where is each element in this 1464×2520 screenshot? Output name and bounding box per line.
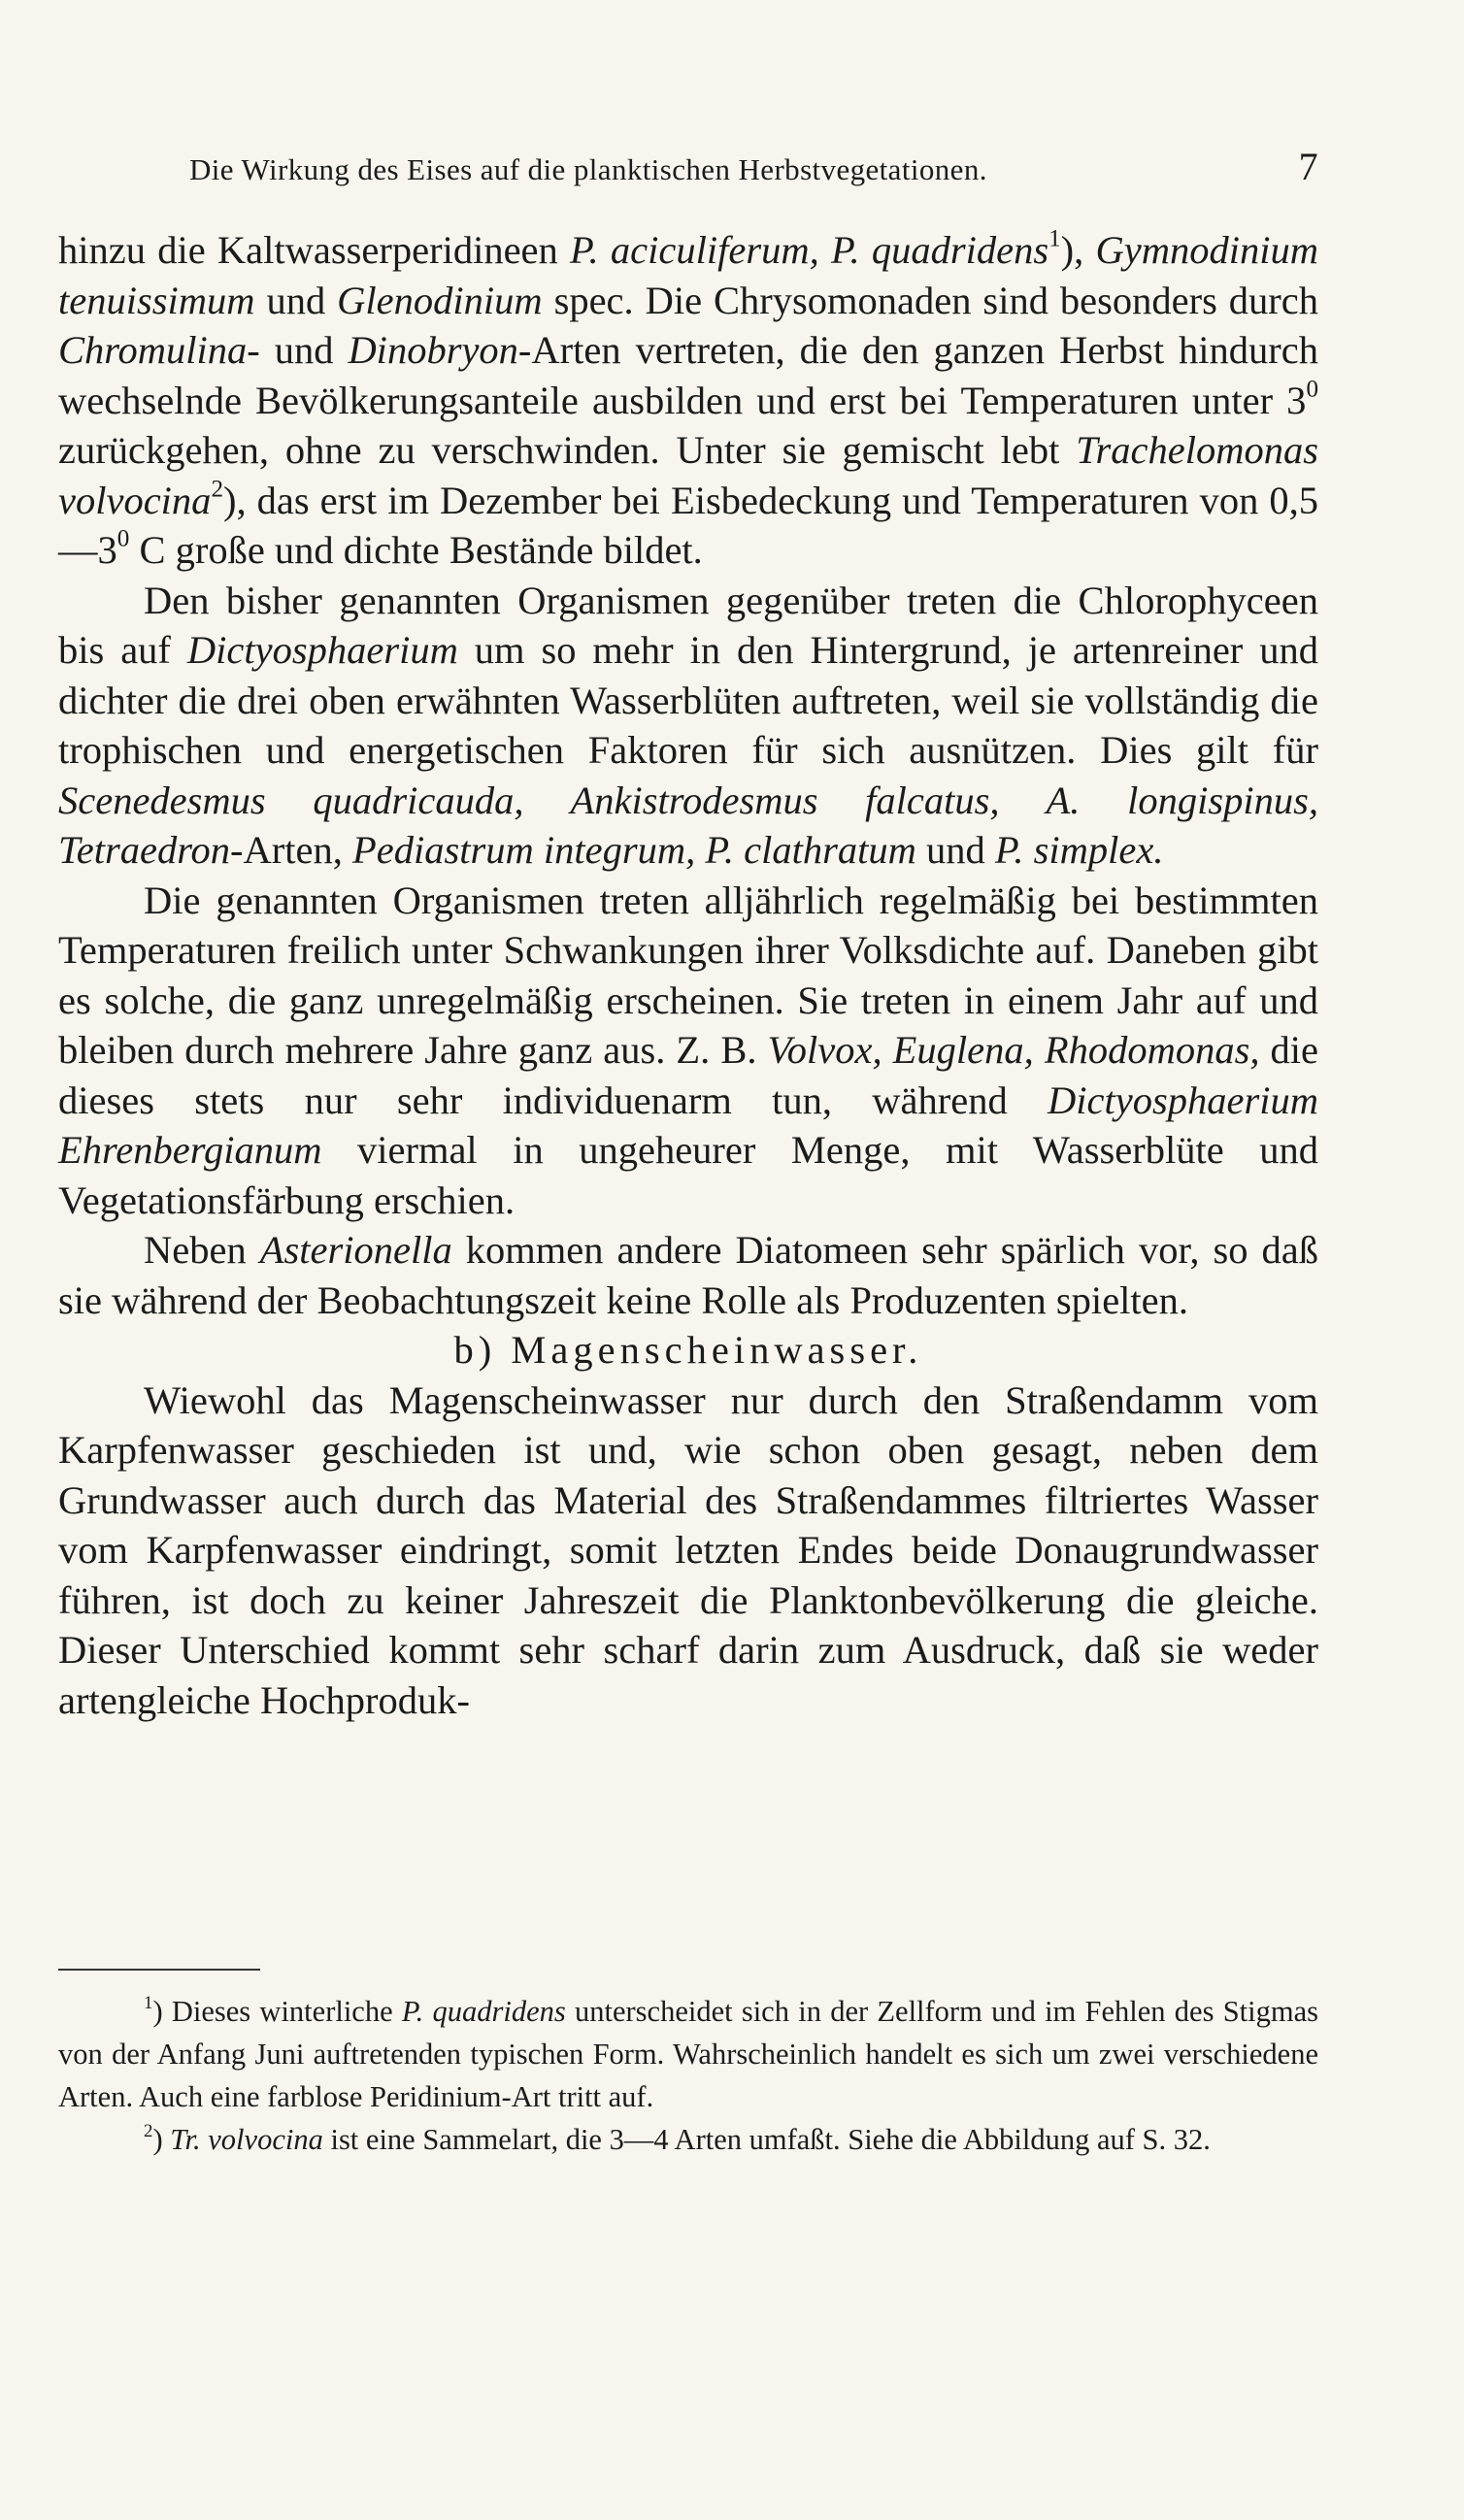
- paragraph-1: [58, 225, 1318, 576]
- degree-mark: 0: [1306, 375, 1318, 402]
- species-name: Dictyosphaerium: [186, 628, 458, 672]
- species-name: P. quadridens: [401, 1995, 566, 2028]
- text-run: Die genannten Organismen treten alljährlich regelmäßig bei bestimmten Temperaturen freilich unter Schwankungen ihrer Volksdichte auf. Daneben gibt es solche, die ganz unregelmäßig erscheinen. Sie treten in einem Jahr auf und bleiben durch mehrere Jahre ganz aus. Z. B.: [58, 878, 1318, 1072]
- species-name: Dictyosphaerium Ehrenbergianum: [58, 1078, 1318, 1172]
- species-name: Trachelomonas volvocina: [58, 428, 1318, 522]
- text-run: zurückgehen, ohne zu verschwinden. Unter sie gemischt lebt: [58, 428, 1077, 472]
- text-run: Arten vertreten, die den ganzen Herbst hindurch wechselnde Bevölkerungsanteile ausbilden und erst bei Temperaturen unter 3: [58, 328, 1318, 422]
- text-run: ): [152, 2123, 171, 2156]
- text-run: hinzu die Kaltwasserperidineen: [58, 228, 571, 272]
- footnote-2: [58, 2118, 1318, 2161]
- text-run: ), das erst im Dezember bei Eisbedeckung und Temperaturen von 0,5—3: [58, 478, 1318, 572]
- page-number: 7: [1298, 145, 1318, 188]
- text-run: Arten,: [243, 828, 352, 872]
- text-run: C große und dichte Bestände bildet.: [129, 528, 703, 572]
- species-name: Glenodinium: [337, 278, 543, 322]
- paragraph-3: [58, 876, 1318, 1226]
- species-name: Tr. volvocina: [170, 2123, 323, 2156]
- footnote-ref-2[interactable]: 2: [211, 475, 223, 502]
- species-name: Scenedesmus quadricauda, Ankistrodesmus falcatus, A. longispinus, Tetraedron-: [58, 778, 1318, 872]
- text-run: und: [259, 328, 349, 372]
- text-run: ) Dieses winterliche: [152, 1995, 402, 2028]
- text-run: viermal in ungeheurer Menge, mit Wasserblüte und Vegetationsfärbung erschien.: [58, 1128, 1318, 1222]
- text-run: unterscheidet sich in der Zellform und im Fehlen des Stigmas von der Anfang Juni auftretenden typischen Form. Wahrscheinlich handelt es sich um zwei verschiedene Arten. Auch eine farblose Peridinium-Art tritt auf.: [58, 1995, 1318, 2113]
- species-name: Asterionella: [259, 1228, 452, 1272]
- species-name: Pediastrum integrum, P. clathratum: [352, 828, 916, 872]
- footnote-ref-1[interactable]: 1: [1048, 225, 1061, 252]
- text-run: ist eine Sammelart, die 3—4 Arten umfaßt. Siehe die Abbildung auf S. 32.: [322, 2123, 1211, 2156]
- text-run: um so mehr in den Hintergrund, je artenreiner und dichter die drei oben erwähnten Wasserblüten auftreten, weil sie vollständig die trophischen und energetischen Faktoren für sich ausnützen. Dies gilt für: [58, 628, 1318, 772]
- text-run: Wiewohl das Magenscheinwasser nur durch den Straßendamm vom Karpfenwasser geschieden ist und, wie schon oben gesagt, neben dem Grundwasser auch durch das Material des Straßendammes filtriertes Wasser vom Karpfenwasser eindringt, somit letzten Endes beide Donaugrundwasser führen, ist doch zu keiner Jahreszeit die Planktonbevölkerung die gleiche. Dieser Unterschied kommt sehr scharf darin zum Ausdruck, daß sie weder artengleiche Hochproduk-: [58, 1377, 1318, 1722]
- species-name: Dinobryon-: [348, 328, 532, 372]
- text-run: kommen andere Diatomeen sehr spärlich vor, so daß sie während der Beobachtungszeit keine Rolle als Produzenten spielten.: [58, 1228, 1319, 1322]
- section-heading: b) Magenscheinwasser.: [453, 1328, 923, 1372]
- text-run: und: [915, 828, 995, 872]
- species-name: Volvox, Euglena, Rhodomonas,: [767, 1028, 1260, 1072]
- running-title: Die Wirkung des Eises auf die planktischen Herbstvegetationen.: [189, 152, 987, 186]
- species-name: Chromulina-: [58, 328, 260, 372]
- text-run: ),: [1060, 228, 1096, 272]
- species-name: P. simplex.: [994, 828, 1164, 872]
- main-text: [58, 225, 1318, 1725]
- footnote-mark: 1: [144, 1992, 153, 2013]
- paragraph-2: [58, 576, 1318, 876]
- footnote-1: [58, 1990, 1318, 2118]
- footnote-divider: [58, 1969, 260, 1971]
- running-header: [189, 144, 1318, 189]
- footnotes: [58, 1990, 1318, 2161]
- text-run: spec. Die Chrysomonaden sind besonders durch: [542, 278, 1318, 322]
- paragraph-4: [58, 1225, 1318, 1325]
- text-run: und: [254, 278, 338, 322]
- species-name: Gymnodinium tenuissimum: [58, 228, 1319, 322]
- footnote-mark: 2: [144, 2120, 153, 2141]
- text-run: Neben: [144, 1228, 260, 1272]
- text-run: die dieses stets nur sehr individuenarm tun, während: [58, 1028, 1319, 1122]
- species-name: P. aciculiferum, P. quadridens: [570, 228, 1049, 272]
- paragraph-5: [58, 1376, 1318, 1726]
- text-run: Den bisher genannten Organismen gegenüber treten die Chlorophyceen bis auf: [58, 578, 1318, 672]
- degree-mark: 0: [116, 525, 130, 552]
